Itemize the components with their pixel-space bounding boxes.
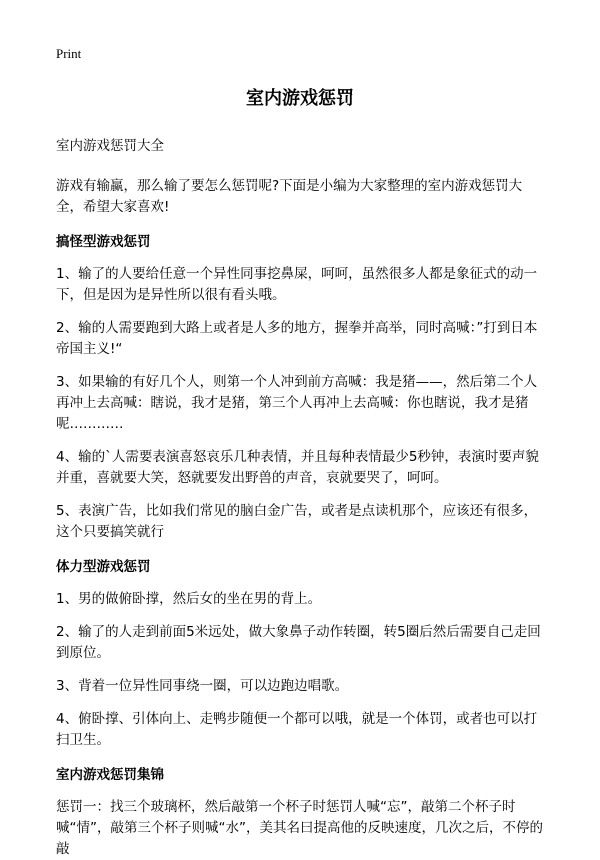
list-item: 5、表演广告，比如我们常见的脑白金广告，或者是点读机那个，应该还有很多，这个只要搞笑就行	[56, 503, 538, 540]
list-item: 3、如果输的有好几个人，则第一个人冲到前方高喊：我是猪——，然后第二个人再冲上去高喊：瞎说，我才是猪，第三个人再冲上去高喊：你也瞎说，我才是猪呢…………	[56, 374, 538, 432]
section-heading: 体力型游戏惩罚	[56, 559, 151, 575]
list-item: 1、输了的人要给任意一个异性同事挖鼻屎，呵呵，虽然很多人都是象征式的动一下，但是因为是异性所以很有看头哦。	[56, 266, 538, 303]
list-item: 2、输了的人走到前面5米远处，做大象鼻子动作转圈，转5圈后然后需要自己走回到原位。	[56, 624, 541, 661]
list-item: 4、俯卧撑、引体向上、走鸭步随便一个都可以哦，就是一个体罚，或者也可以打扫卫生。	[56, 711, 538, 748]
list-item: 3、背着一位异性同事绕一圈，可以边跑边唱歌。	[56, 678, 349, 694]
page-title: 室内游戏惩罚	[246, 88, 354, 109]
list-item: 2、输的人需要跑到大路上或者是人多的地方，握拳并高举，同时高喊：”打到日本帝国主义!“	[56, 320, 538, 357]
document-subtitle: 室内游戏惩罚大全	[56, 138, 164, 154]
section-heading: 室内游戏惩罚集锦	[56, 767, 164, 783]
intro-paragraph: 游戏有输赢，那么输了要怎么惩罚呢?下面是小编为大家整理的室内游戏惩罚大全，希望大家喜欢!	[56, 178, 523, 215]
list-item: 惩罚一：找三个玻璃杯，然后敲第一个杯子时惩罚人喊“忘”，敲第二个杯子时喊“情”，敲第三个杯子则喊“水”，美其名曰提高他的反映速度，几次之后，不停的敲	[56, 799, 543, 857]
section-heading: 搞怪型游戏惩罚	[56, 234, 151, 250]
list-item: 4、输的`人需要表演喜怒哀乐几种表情，并且每种表情最少5秒钟，表演时要声貌并重，喜就要大笑，怒就要发出野兽的声音，哀就要哭了，呵呵。	[56, 449, 539, 486]
print-link[interactable]: Print	[56, 46, 82, 61]
list-item: 1、男的做俯卧撑，然后女的坐在男的背上。	[56, 591, 322, 607]
